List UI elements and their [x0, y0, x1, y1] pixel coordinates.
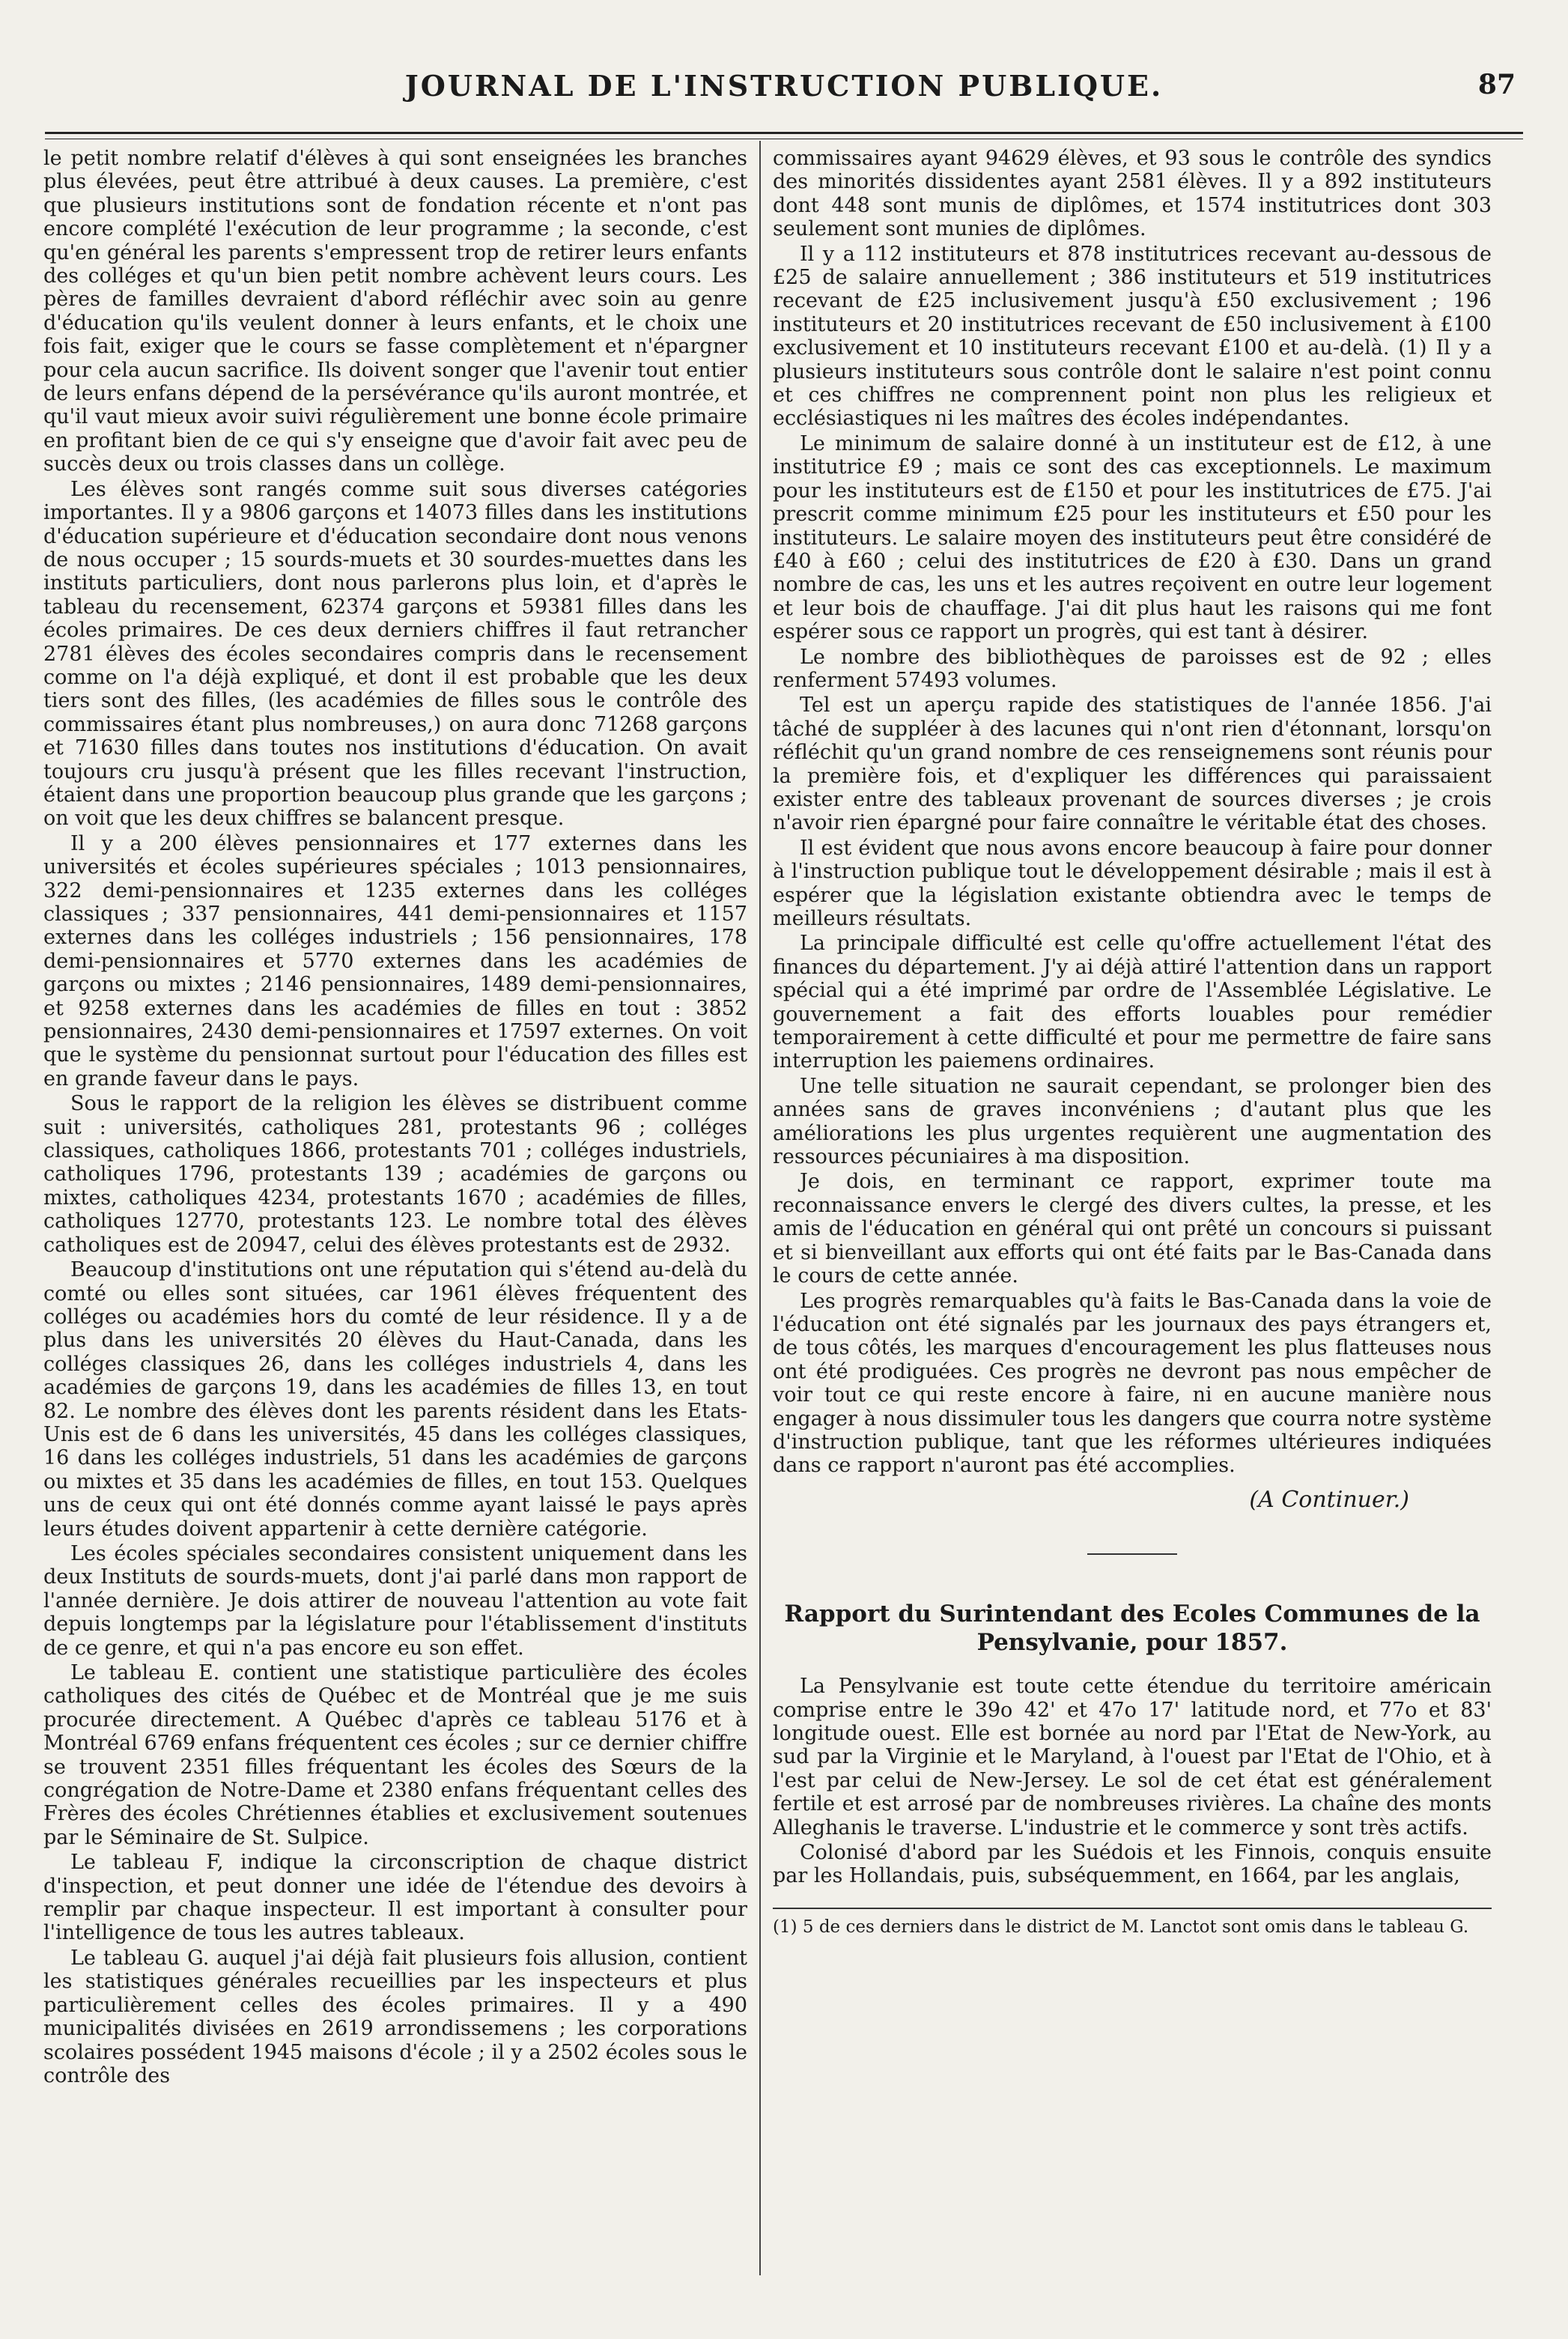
footnote: (1) 5 de ces derniers dans le district de M. Lanctot sont omis dans le tableau G. — [773, 1917, 1469, 1937]
paragraph: Il est évident que nous avons encore beaucoup à faire pour donner à l'instruction publique tout le développement désirable ; mais il est à espérer que la législation existante obtiendra avec le temps de meilleurs résultats. — [773, 836, 1492, 930]
paragraph: Sous le rapport de la religion les élèves se distribuent comme suit : universités, catholiques 281, protestants 96 ; colléges classiques, catholiques 1866, protestants 701 ; colléges industriels, catholiques 1796, protestants 139 ; académies de garçons ou mixtes, catholiques 4234, protestants 1670 ; académies de filles, catholiques 12770, protestants 123. Le nombre total des élèves catholiques est de 20947, celui des élèves protestants est de 2932. — [43, 1092, 747, 1257]
paragraph: Colonisé d'abord par les Suédois et les Finnois, conquis ensuite par les Hollandais, puis, subséquemment, en 1664, par les anglais, — [773, 1841, 1492, 1888]
paragraph: Le tableau G. auquel j'ai déjà fait plusieurs fois allusion, contient les statistiques générales recueillies par les inspecteurs et plus particulièrement celles des écoles primaires. Il y a 490 municipalités divisées en 2619 arrondissemens ; les corporations scolaires possédent 1945 maisons d'école ; il y a 2502 écoles sous le contrôle des — [43, 1946, 747, 2087]
article-title: Rapport du Surintendant des Ecoles Communes de la Pensylvanie, pour 1857. — [784, 1601, 1480, 1657]
paragraph: Il y a 112 instituteurs et 878 institutrices recevant au-dessous de £25 de salaire annuellement ; 386 instituteurs et 519 institutrices recevant de £25 inclusivement jusqu'à £50 exclusivement ; 196 instituteurs et 20 institutrices recevant de £50 inclusivement à £100 exclusivement et 10 instituteurs recevant £100 et au-delà. (1) Il y a plusieurs instituteurs sous contrôle dont le salaire n'est point connu et ces chiffres ne comprennent point non plus les religieux et ecclésiastiques ni les maîtres des écoles indépendantes. — [773, 242, 1492, 431]
paragraph: Le nombre des bibliothèques de paroisses est de 92 ; elles renferment 57493 volumes. — [773, 645, 1492, 692]
paragraph: Beaucoup d'institutions ont une réputation qui s'étend au-delà du comté ou elles sont situées, car 1961 élèves fréquentent des colléges ou académies hors du comté de leur résidence. Il y a de plus dans les universités 20 élèves du Haut-Canada, dans les colléges classiques 26, dans les colléges industriels 4, dans les académies de garçons 19, dans les académies de filles 13, en tout 82. Le nombre des élèves dont les parents résident dans les Etats-Unis est de 6 dans les universités, 45 dans les colléges classiques, 16 dans les colléges industriels, 51 dans les académies de garçons ou mixtes et 35 dans les académies de filles, en tout 153. Quelques uns de ceux qui ont été donnés comme ayant laissé le pays après leurs études doivent appartenir à cette dernière catégorie. — [43, 1258, 747, 1541]
paragraph: Les progrès remarquables qu'à faits le Bas-Canada dans la voie de l'éducation ont été signalés par les journaux des pays étrangers et, de tous côtés, les marques d'encouragement les plus flatteuses nous ont été prodiguées. Ces progrès ne devront pas nous empêcher de voir tout ce qui reste encore à faire, ni en aucune manière nous engager à nous dissimuler tous les dangers que courra notre système d'instruction publique, tant que les réformes ultérieures indiquées dans ce rapport n'auront pas été accomplies. — [773, 1289, 1492, 1478]
continuation-note: (A Continuer.) — [1249, 1486, 1409, 1513]
paragraph: La principale difficulté est celle qu'offre actuellement l'état des finances du département. J'y ai déjà attiré l'attention dans un rapport spécial qui a été imprimé par ordre de l'Assemblée Législative. Le gouvernement a fait des efforts louables pour remédier temporairement à cette difficulté et pour me permettre de faire sans interruption les paiemens ordinaires. — [773, 932, 1492, 1073]
left-column — [43, 147, 747, 2257]
paragraph: Le minimum de salaire donné à un instituteur est de £12, à une institutrice £9 ; mais ce sont des cas exceptionnels. Le maximum pour les instituteurs est de £150 et pour les institutrices de £75. J'ai prescrit comme minimum £25 pour les instituteurs et £50 pour les instituteurs. Le salaire moyen des instituteurs peut être considéré de £40 à £60 ; celui des institutrices de £20 à £30. Dans un grand nombre de cas, les uns et les autres reçoivent en outre leur logement et leur bois de chauffage. J'ai dit plus haut les raisons qui me font espérer sous ce rapport un progrès, qui est tant à désirer. — [773, 431, 1492, 644]
footnote-rule — [773, 1908, 1492, 1909]
paragraph: le petit nombre relatif d'élèves à qui sont enseignées les branches plus élevées, peut être attribué à deux causes. La première, c'est que plusieurs institutions sont de fondation récente et n'ont pas encore complété l'exécution de leur programme ; la seconde, c'est qu'en général les parents s'empressent trop de retirer leurs enfants des colléges et qu'un bien petit nombre achèvent leurs cours. Les pères de familles devraient d'abord réfléchir avec soin au genre d'éducation qu'ils veulent donner à leurs enfants, et le choix une fois fait, exiger que le cours se fasse complètement et n'épargner pour cela aucun sacrifice. Ils doivent songer que l'avenir tout entier de leurs enfans dépend de la persévérance qu'ils auront montrée, et qu'il vaut mieux avoir suivi régulièrement une bonne école primaire en profitant bien de ce qui s'y enseigne que d'avoir fait avec peu de succès deux ou trois classes dans un collège. — [43, 147, 747, 476]
section-divider — [1087, 1553, 1177, 1555]
header-rule — [45, 132, 1523, 139]
paragraph: Les écoles spéciales secondaires consistent uniquement dans les deux Instituts de sourds-muets, dont j'ai parlé dans mon rapport de l'année dernière. Je dois attirer de nouveau l'attention au vote fait depuis longtemps par la législature pour l'établissement d'instituts de ce genre, et qui n'a pas encore eu son effet. — [43, 1541, 747, 1660]
paragraph: Le tableau F, indique la circonscription de chaque district d'inspection, et peut donner une idée de l'étendue des devoirs à remplir par chaque inspecteur. Il est important à consulter pour l'intelligence de tous les autres tableaux. — [43, 1851, 747, 1945]
page-header — [45, 66, 1523, 111]
page-number: 87 — [1477, 69, 1516, 100]
paragraph: Je dois, en terminant ce rapport, exprimer toute ma reconnaissance envers le clergé des divers cultes, la presse, et les amis de l'éducation en général qui ont prêté un concours si puissant et si bienveillant aux efforts qui ont été faits par le Bas-Canada dans le cours de cette année. — [773, 1170, 1492, 1288]
column-divider — [759, 141, 761, 2275]
paragraph: La Pensylvanie est toute cette étendue du territoire américain comprise entre le 39o 42' et 47o 17' latitude nord, et 77o et 83' longitude ouest. Elle est bornée au nord par l'Etat de New-York, au sud par la Virginie et le Maryland, à l'ouest par l'Etat de l'Ohio, et à l'est par celui de New-Jersey. Le sol de cet état est généralement fertile et est arrosé par de nombreuses rivières. La chaîne des monts Alleghanis le traverse. L'industrie et le commerce y sont très actifs. — [773, 1675, 1492, 1839]
paragraph: Tel est un aperçu rapide des statistiques de l'année 1856. J'ai tâché de suppléer à des lacunes qui n'ont rien d'étonnant, lorsqu'on réfléchit qu'un grand nombre de ces renseignemens sont réunis pour la première fois, et d'expliquer les différences qui paraissaient exister entre des tableaux provenant de sources diverses ; je crois n'avoir rien épargné pour faire connaître le véritable état des choses. — [773, 694, 1492, 835]
paragraph: Le tableau E. contient une statistique particulière des écoles catholiques des cités de Québec et de Montréal que je me suis procurée directement. A Québec d'après ce tableau 5176 et à Montréal 6769 enfans fréquentent ces écoles ; sur ce dernier chiffre se trouvent 2351 filles fréquentant les écoles des Sœurs de la congrégation de Notre-Dame et 2380 enfans fréquentant celles des Frères des écoles Chrétiennes établies et exclusivement soutenues par le Séminaire de St. Sulpice. — [43, 1661, 747, 1849]
paragraph: commissaires ayant 94629 élèves, et 93 sous le contrôle des syndics des minorités dissidentes ayant 2581 élèves. Il y a 892 instituteurs dont 448 sont munis de diplômes, et 1574 institutrices dont 303 seulement sont munies de diplômes. — [773, 147, 1492, 241]
paragraph: Une telle situation ne saurait cependant, se prolonger bien des années sans de graves inconvéniens ; d'autant plus que les améliorations les plus urgentes requièrent une augmentation des ressources pécuniaires à ma disposition. — [773, 1074, 1492, 1169]
paragraph: Les élèves sont rangés comme suit sous diverses catégories importantes. Il y a 9806 garçons et 14073 filles dans les institutions d'éducation supérieure et d'éducation secondaire dont nous venons de nous occuper ; 15 sourds-muets et 30 sourdes-muettes dans les instituts particuliers, dont nous parlerons plus loin, et d'après le tableau du recensement, 62374 garçons et 59381 filles dans les écoles primaires. De ces deux derniers chiffres il faut retrancher 2781 élèves des écoles secondaires compris dans le recensement comme on l'a déjà expliqué, et dont il est probable que les deux tiers sont des filles, (les académies de filles sous le contrôle des commissaires étant plus nombreuses,) on aura donc 71268 garçons et 71630 filles dans toutes nos institutions d'éducation. On avait toujours cru jusqu'à présent que les filles recevant l'instruction, étaient dans une proportion beaucoup plus grande que les garçons ; on voit que les deux chiffres se balancent presque. — [43, 477, 747, 831]
right-column — [773, 147, 1492, 2257]
paragraph: Il y a 200 élèves pensionnaires et 177 externes dans les universités et écoles supérieures spéciales ; 1013 pensionnaires, 322 demi-pensionnaires et 1235 externes dans les colléges classiques ; 337 pensionnaires, 441 demi-pensionnaires et 1157 externes dans les colléges industriels ; 156 pensionnaires, 178 demi-pensionnaires et 5770 externes dans les académies de garçons ou mixtes ; 2146 pensionnaires, 1489 demi-pensionnaires, et 9258 externes dans les académies de filles en tout : 3852 pensionnaires, 2430 demi-pensionnaires et 17597 externes. On voit que le système du pensionnat surtout pour l'éducation des filles est en grande faveur dans le pays. — [43, 831, 747, 1090]
journal-title: JOURNAL DE L'INSTRUCTION PUBLIQUE. — [404, 69, 1164, 103]
